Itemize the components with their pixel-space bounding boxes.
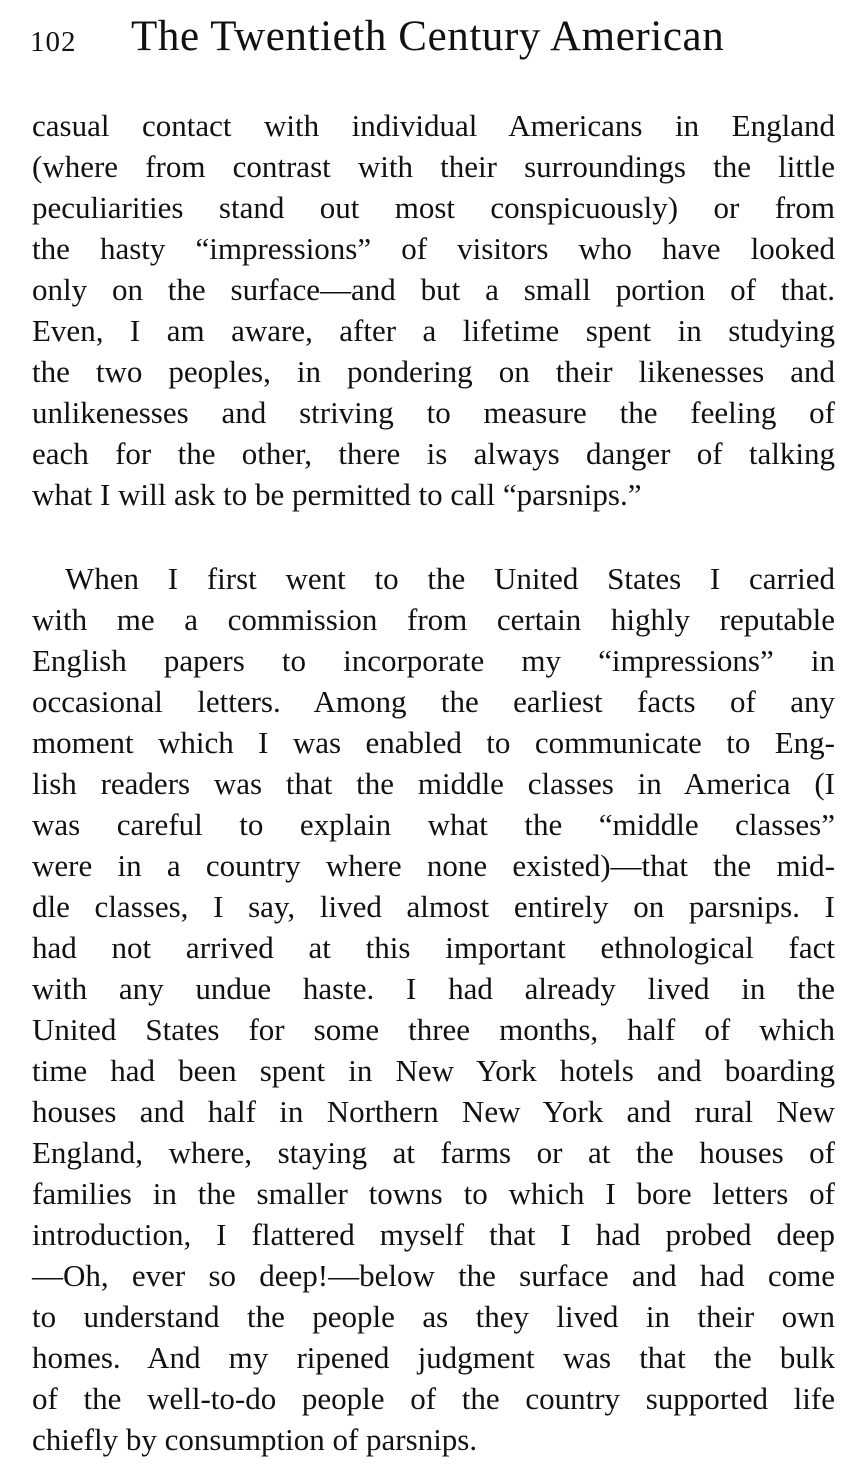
text-line: families in the smaller towns to which I bore letters of	[32, 1176, 835, 1211]
text-line: houses and half in Northern New York and rural New	[32, 1094, 835, 1129]
text-line: United States for some three months, half of which	[32, 1012, 835, 1047]
text-line: had not arrived at this important ethnological fact	[32, 930, 835, 965]
text-line: England, where, staying at farms or at the houses of	[32, 1135, 835, 1170]
text-line: with any undue haste. I had already lived in the	[32, 971, 835, 1006]
text-line: were in a country where none existed)—that the mid-	[32, 848, 835, 883]
text-line: English papers to incorporate my “impressions” in	[32, 643, 835, 678]
text-line: When I first went to the United States I carried	[65, 561, 835, 596]
text-line: (where from contrast with their surroundings the little	[32, 149, 835, 184]
text-line: occasional letters. Among the earliest facts of any	[32, 684, 835, 719]
page-header	[30, 12, 830, 68]
text-line: with me a commission from certain highly reputable	[32, 602, 835, 637]
text-line: homes. And my ripened judgment was that the bulk	[32, 1340, 835, 1375]
text-line: Even, I am aware, after a lifetime spent in studying	[32, 313, 835, 348]
text-line: —Oh, ever so deep!—below the surface and had come	[32, 1258, 835, 1293]
running-title: The Twentieth Century American	[131, 13, 725, 60]
text-line: only on the surface—and but a small portion of that.	[32, 272, 835, 307]
text-line: moment which I was enabled to communicate to Eng-	[32, 725, 835, 760]
text-line: peculiarities stand out most conspicuously) or from	[32, 190, 835, 225]
text-line: the two peoples, in pondering on their likenesses and	[32, 354, 835, 389]
text-line: of the well-to-do people of the country supported life	[32, 1381, 835, 1416]
text-line: to understand the people as they lived in their own	[32, 1299, 835, 1334]
text-line: lish readers was that the middle classes in America (I	[32, 766, 835, 801]
page-number: 102	[30, 26, 77, 58]
paragraph-1	[32, 105, 835, 515]
text-line: what I will ask to be permitted to call “parsnips.”	[32, 477, 642, 512]
text-line: unlikenesses and striving to measure the feeling of	[32, 395, 835, 430]
text-line: the hasty “impressions” of visitors who have looked	[32, 231, 835, 266]
text-line: each for the other, there is always danger of talking	[32, 436, 835, 471]
text-line: casual contact with individual Americans in England	[32, 108, 835, 143]
paragraph-2	[32, 558, 835, 1460]
text-line: was careful to explain what the “middle classes”	[32, 807, 835, 842]
text-line: dle classes, I say, lived almost entirely on parsnips. I	[32, 889, 835, 924]
text-line: time had been spent in New York hotels and boarding	[32, 1053, 835, 1088]
text-line: introduction, I flattered myself that I had probed deep	[32, 1217, 835, 1252]
text-line: chiefly by consumption of parsnips.	[32, 1422, 478, 1457]
